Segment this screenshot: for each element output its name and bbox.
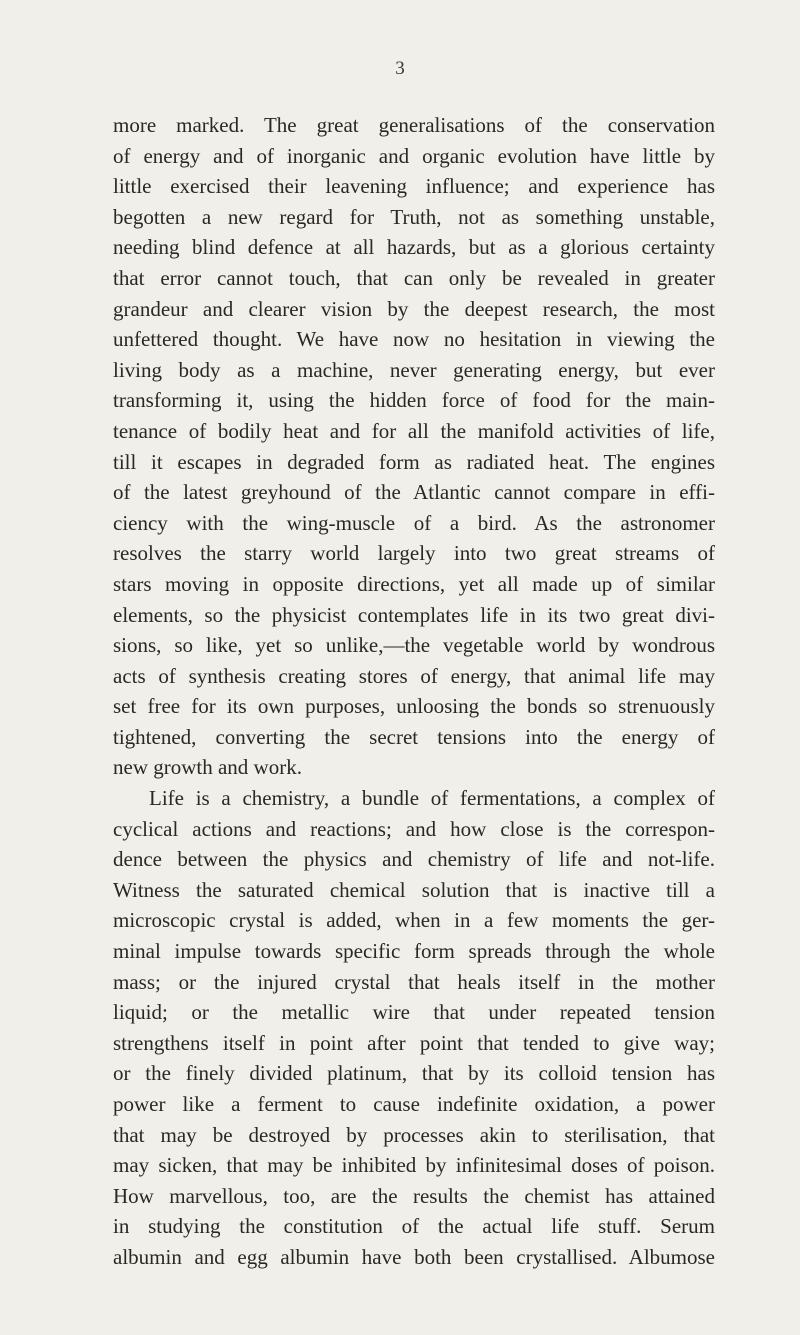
text-line: dence between the physics and chemistry of life and not-life. bbox=[113, 847, 715, 872]
body-text bbox=[113, 110, 715, 1273]
text-line: that may be destroyed by processes akin to sterilisation, that bbox=[113, 1122, 715, 1147]
text-line: little exercised their leavening influence; and experience has bbox=[113, 174, 715, 199]
text-line: minal impulse towards specific form spreads through the whole bbox=[113, 939, 715, 964]
text-line: set free for its own purposes, unloosing the bonds so strenuously bbox=[113, 694, 715, 719]
text-line: resolves the starry world largely into two great streams of bbox=[113, 541, 715, 566]
text-line: power like a ferment to cause indefinite oxidation, a power bbox=[113, 1092, 715, 1116]
text-line: acts of synthesis creating stores of energy, that animal life may bbox=[113, 663, 715, 688]
text-line: or the finely divided platinum, that by its colloid tension has bbox=[113, 1061, 715, 1086]
text-line: of energy and of inorganic and organic evolution have little by bbox=[113, 143, 715, 168]
text-line: cyclical actions and reactions; and how close is the correspon- bbox=[113, 816, 715, 841]
text-line: living body as a machine, never generating energy, but ever bbox=[113, 357, 715, 382]
text-line: grandeur and clearer vision by the deepest research, the most bbox=[113, 296, 715, 321]
text-line: more marked. The great generalisations of the conservation bbox=[113, 113, 715, 137]
text-line: sions, so like, yet so unlike,—the vegetable world by wondrous bbox=[113, 633, 715, 658]
text-line: Life is a chemistry, a bundle of fermentations, a complex of bbox=[149, 786, 715, 811]
text-line: begotten a new regard for Truth, not as something unstable, bbox=[113, 204, 715, 229]
text-line: How marvellous, too, are the results the chemist has attained bbox=[113, 1183, 715, 1208]
text-line: strengthens itself in point after point that tended to give way; bbox=[113, 1030, 715, 1055]
text-line: in studying the constitution of the actual life stuff. Serum bbox=[113, 1214, 715, 1239]
paragraph bbox=[113, 110, 715, 783]
text-line: ciency with the wing-muscle of a bird. As the astronomer bbox=[113, 510, 715, 535]
text-line: elements, so the physicist contemplates life in its two great divi- bbox=[113, 602, 715, 627]
text-line: tightened, converting the secret tensions into the energy of bbox=[113, 724, 715, 749]
text-line: may sicken, that may be inhibited by infinitesimal doses of poison. bbox=[113, 1153, 715, 1178]
page-number: 3 bbox=[395, 58, 405, 79]
text-line: till it escapes in degraded form as radiated heat. The engines bbox=[113, 449, 715, 474]
text-line: that error cannot touch, that can only be revealed in greater bbox=[113, 265, 715, 290]
text-line: unfettered thought. We have now no hesitation in viewing the bbox=[113, 327, 715, 352]
text-line: transforming it, using the hidden force of food for the main- bbox=[113, 388, 715, 413]
text-line: needing blind defence at all hazards, but as a glorious certainty bbox=[113, 235, 715, 260]
paragraph bbox=[113, 783, 715, 1273]
text-line: new growth and work. bbox=[113, 755, 302, 780]
text-line: mass; or the injured crystal that heals itself in the mother bbox=[113, 969, 715, 994]
text-line: of the latest greyhound of the Atlantic cannot compare in effi- bbox=[113, 480, 715, 505]
text-line: liquid; or the metallic wire that under repeated tension bbox=[113, 1000, 715, 1025]
text-line: tenance of bodily heat and for all the manifold activities of life, bbox=[113, 418, 715, 443]
text-line: albumin and egg albumin have both been crystallised. Albumose bbox=[113, 1244, 715, 1269]
text-line: microscopic crystal is added, when in a few moments the ger- bbox=[113, 908, 715, 933]
text-line: stars moving in opposite directions, yet all made up of similar bbox=[113, 571, 715, 596]
text-line: Witness the saturated chemical solution that is inactive till a bbox=[113, 877, 715, 902]
